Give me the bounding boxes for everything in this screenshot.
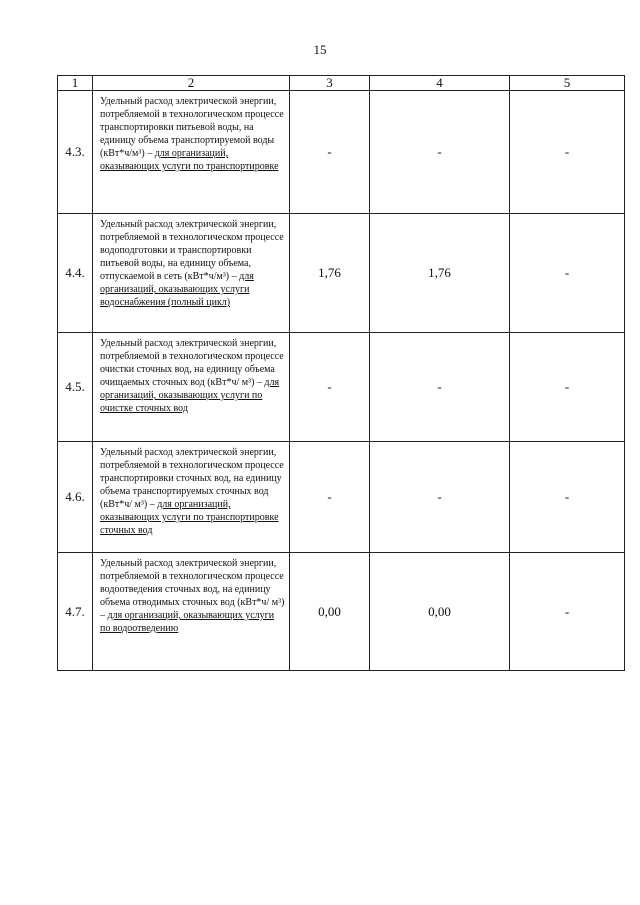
column-header: 2	[93, 76, 290, 91]
row-number: 4.4.	[58, 214, 93, 333]
cell-col3: -	[290, 442, 370, 553]
row-description	[93, 553, 290, 671]
cell-col3: -	[290, 333, 370, 442]
description-text: Удельный расход электрической энергии, потребляемой в технологическом процессе транспортировки сточных вод, на единицу объема транспортируемых сточных вод (кВт*ч/ м³) –	[100, 447, 284, 510]
cell-col4: -	[370, 442, 510, 553]
indicators-table	[57, 75, 625, 671]
table-row	[58, 442, 625, 553]
table-row	[58, 333, 625, 442]
table-row	[58, 214, 625, 333]
row-description	[93, 214, 290, 333]
description-scope: для организаций, оказывающих услуги по очистке сточных вод	[100, 377, 280, 414]
description-scope: для организаций, оказывающих услуги водоснабжения (полный цикл)	[100, 271, 254, 308]
column-header: 5	[510, 76, 625, 91]
cell-col3: -	[290, 91, 370, 214]
cell-col5: -	[510, 333, 625, 442]
description-text: Удельный расход электрической энергии, потребляемой в технологическом процессе очистки сточных вод, на единицу объема очищаемых сточных вод (кВт*ч/ м³) –	[100, 338, 284, 388]
table-header-row	[58, 76, 625, 91]
table-row	[58, 553, 625, 671]
cell-col5: -	[510, 553, 625, 671]
description-text: Удельный расход электрической энергии, потребляемой в технологическом процессе транспортировки питьевой воды, на единицу объема транспортируемой воды (кВт*ч/м³) –	[100, 96, 284, 159]
cell-col3: 1,76	[290, 214, 370, 333]
cell-col3: 0,00	[290, 553, 370, 671]
cell-col5: -	[510, 91, 625, 214]
row-number: 4.6.	[58, 442, 93, 553]
row-number: 4.5.	[58, 333, 93, 442]
cell-col4: -	[370, 91, 510, 214]
cell-col4: -	[370, 333, 510, 442]
column-header: 4	[370, 76, 510, 91]
description-text: Удельный расход электрической энергии, потребляемой в технологическом процессе водоотведения сточных вод, на единицу объема отводимых сточных вод (кВт*ч/ м³) –	[100, 558, 285, 621]
column-header: 1	[58, 76, 93, 91]
cell-col5: -	[510, 214, 625, 333]
table-row	[58, 91, 625, 214]
column-header: 3	[290, 76, 370, 91]
description-scope: для организаций, оказывающих услуги по транспортировке	[100, 148, 279, 172]
row-number: 4.7.	[58, 553, 93, 671]
description-scope: для организаций, оказывающих услуги по водоотведению	[100, 610, 275, 634]
row-description	[93, 91, 290, 214]
cell-col5: -	[510, 442, 625, 553]
page-number: 15	[313, 42, 327, 57]
row-description	[93, 442, 290, 553]
description-scope: для организаций, оказывающих услуги по транспортировке сточных вод	[100, 499, 279, 536]
description-text: Удельный расход электрической энергии, потребляемой в технологическом процессе водоподготовки и транспортировки питьевой воды, на единицу объема, отпускаемой в сеть (кВт*ч/м³) –	[100, 219, 284, 282]
row-description	[93, 333, 290, 442]
row-number: 4.3.	[58, 91, 93, 214]
cell-col4: 1,76	[370, 214, 510, 333]
cell-col4: 0,00	[370, 553, 510, 671]
